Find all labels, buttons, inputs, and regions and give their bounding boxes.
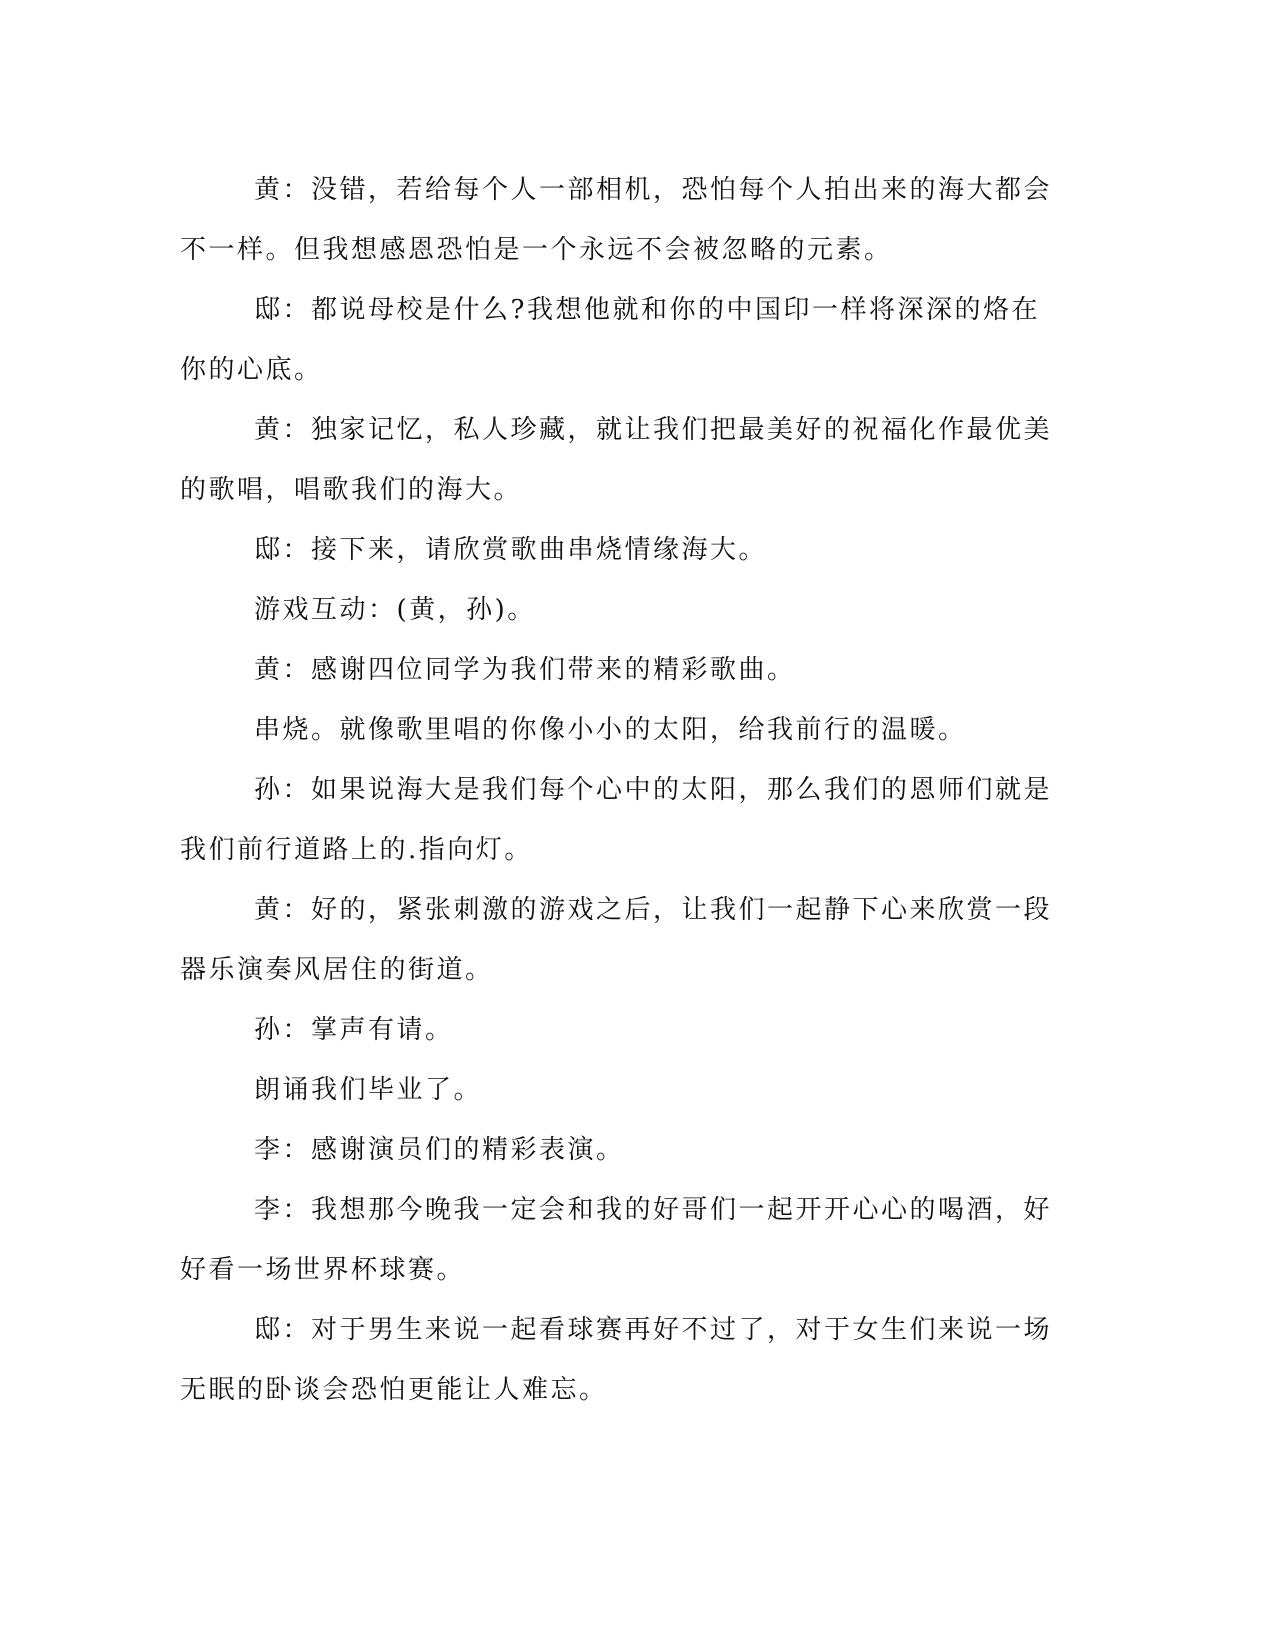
paragraph-1: 黄：没错，若给每个人一部相机，恐怕每个人拍出来的海大都会不一样。但我想感恩恐怕是一个永远不会被忽略的元素。 bbox=[180, 175, 1053, 265]
paragraph-2: 邸：都说母校是什么?我想他就和你的中国印一样将深深的烙在你的心底。 bbox=[180, 295, 1040, 385]
paragraph-3: 黄：独家记忆，私人珍藏，就让我们把最美好的祝福化作最优美的歌唱，唱歌我们的海大。 bbox=[180, 415, 1053, 505]
paragraph-14: 邸：对于男生来说一起看球赛再好不过了，对于女生们来说一场无眠的卧谈会恐怕更能让人难忘。 bbox=[180, 1315, 1053, 1405]
paragraph-10: 孙：掌声有请。 bbox=[254, 1015, 454, 1045]
paragraph-13: 李：我想那今晚我一定会和我的好哥们一起开开心心的喝酒，好好看一场世界杯球赛。 bbox=[180, 1195, 1053, 1285]
paragraph-6: 黄：感谢四位同学为我们带来的精彩歌曲。 bbox=[254, 655, 796, 685]
paragraph-7: 串烧。就像歌里唱的你像小小的太阳，给我前行的温暖。 bbox=[254, 715, 967, 745]
paragraph-8: 孙：如果说海大是我们每个心中的太阳，那么我们的恩师们就是我们前行道路上的.指向灯。 bbox=[180, 775, 1053, 865]
paragraph-5: 游戏互动：(黄，孙)。 bbox=[254, 595, 536, 625]
paragraph-12: 李：感谢演员们的精彩表演。 bbox=[254, 1135, 625, 1165]
paragraph-9: 黄：好的，紧张刺激的游戏之后，让我们一起静下心来欣赏一段器乐演奏风居住的街道。 bbox=[180, 895, 1053, 985]
paragraph-4: 邸：接下来，请欣赏歌曲串烧情缘海大。 bbox=[254, 535, 768, 565]
document-body bbox=[180, 160, 1060, 1420]
paragraph-11: 朗诵我们毕业了。 bbox=[254, 1075, 483, 1105]
